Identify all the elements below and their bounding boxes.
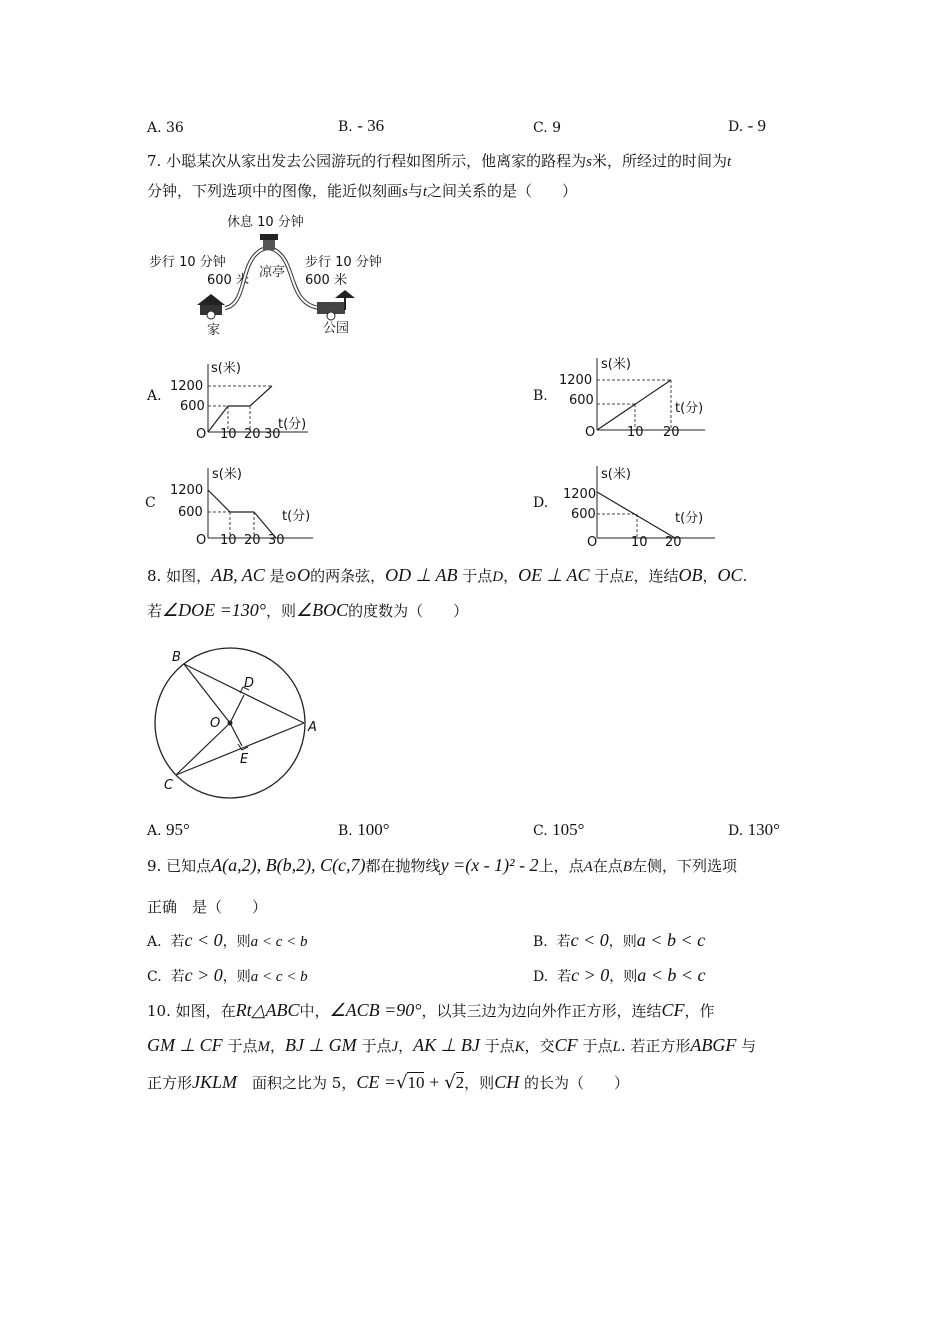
svg-text:O: O <box>196 533 207 548</box>
svg-text:O: O <box>196 427 207 440</box>
svg-text:600: 600 <box>180 399 205 414</box>
q7-trip-map <box>145 210 400 340</box>
svg-text:600: 600 <box>571 507 596 522</box>
q7-graph-d-label: D. <box>533 495 549 511</box>
svg-text:30: 30 <box>268 533 285 548</box>
q9-option-b: B. 若c < 0，则a < b < c <box>533 930 706 950</box>
svg-text:10: 10 <box>627 425 644 440</box>
q7-stem-line2: 分钟，下列选项中的图像，能近似刻画s与t之间关系的是（ ） <box>147 182 578 200</box>
q8-stem-line2: 若∠DOE =130°，则∠BOC的度数为（ ） <box>147 600 469 620</box>
svg-text:1200: 1200 <box>563 487 597 502</box>
svg-text:C: C <box>164 778 174 793</box>
q9-stem-line2: 正确 是（ ） <box>147 898 268 916</box>
q9-option-a: A. 若c < 0，则a < c < b <box>147 930 308 950</box>
svg-text:1200: 1200 <box>170 379 204 394</box>
svg-text:t(分): t(分) <box>278 417 307 432</box>
svg-text:10: 10 <box>220 427 237 440</box>
svg-text:20: 20 <box>244 427 261 440</box>
svg-text:s(米): s(米) <box>601 357 631 372</box>
svg-text:E: E <box>240 752 249 767</box>
map-walk-right: 步行 10 分钟 <box>305 255 382 270</box>
svg-text:s(米): s(米) <box>211 361 241 376</box>
q7-graph-a-label: A. <box>147 388 162 404</box>
q9-stem-line1: 9. 已知点A(a,2), B(b,2), C(c,7)都在抛物线y =(x - 1)² - 2上，点A在点B左侧，下列选项 <box>147 855 737 875</box>
q9-option-c: C. 若c > 0，则a < c < b <box>147 965 308 985</box>
svg-text:10: 10 <box>631 535 648 550</box>
q7-graph-b <box>555 352 720 440</box>
q8-option-c: C. 105° <box>533 820 585 839</box>
q8-option-a: A. 95° <box>147 820 190 839</box>
svg-text:20: 20 <box>663 425 680 440</box>
svg-text:O: O <box>210 716 221 731</box>
q8-circle-figure <box>150 645 330 805</box>
q8-stem-line1: 8. 如图，AB, AC 是⊙O的两条弦，OD ⊥ AB 于点D，OE ⊥ AC 于点E，连结OB，OC. <box>147 565 748 585</box>
q7-graph-c-label: C <box>145 495 156 511</box>
q8-option-d: D. 130° <box>728 820 780 839</box>
svg-text:t(分): t(分) <box>675 511 704 526</box>
svg-text:10: 10 <box>220 533 237 548</box>
svg-text:D: D <box>244 676 255 691</box>
svg-text:600: 600 <box>569 393 594 408</box>
q7-stem-line1: 7. 小聪某次从家出发去公园游玩的行程如图所示，他离家的路程为s米，所经过的时间为t <box>147 152 732 170</box>
q7-graph-c <box>168 462 328 548</box>
svg-text:1200: 1200 <box>559 373 593 388</box>
map-park: 公园 <box>323 321 350 336</box>
svg-text:20: 20 <box>665 535 682 550</box>
q9-option-d: D. 若c > 0，则a < b < c <box>533 965 706 985</box>
q10-stem-line2: GM ⊥ CF 于点M，BJ ⊥ GM 于点J，AK ⊥ BJ 于点K，交CF 于点L. 若正方形ABGF 与 <box>147 1035 757 1055</box>
svg-text:t(分): t(分) <box>675 401 704 416</box>
svg-text:600: 600 <box>178 505 203 520</box>
q10-stem-line3: 正方形JKLM 面积之比为 5，CE =√10 + √2，则CH 的长为（ ） <box>147 1072 629 1093</box>
map-dist-right: 600 米 <box>305 273 347 288</box>
map-dist-left: 600 米 <box>207 273 249 288</box>
map-rest-label: 休息 10 分钟 <box>227 215 304 230</box>
svg-text:t(分): t(分) <box>282 509 311 524</box>
svg-text:30: 30 <box>264 427 281 440</box>
q8-option-b: B. 100° <box>338 820 390 839</box>
q6-option-a: A. 36 <box>147 120 184 136</box>
svg-text:s(米): s(米) <box>212 467 242 482</box>
home-icon <box>197 294 225 319</box>
svg-text:O: O <box>585 425 596 440</box>
svg-text:1200: 1200 <box>170 483 204 498</box>
q7-graph-a <box>168 358 328 440</box>
svg-text:A: A <box>308 720 317 735</box>
q7-graph-b-label: B. <box>533 388 548 404</box>
park-icon <box>317 290 355 320</box>
svg-text:s(米): s(米) <box>601 467 631 482</box>
svg-text:B: B <box>172 650 181 665</box>
map-walk-left: 步行 10 分钟 <box>149 255 226 270</box>
svg-text:20: 20 <box>244 533 261 548</box>
q10-stem-line1: 10. 如图，在Rt△ABC中，∠ACB =90°，以其三边为边向外作正方形，连结CF，作 <box>147 1000 715 1020</box>
q6-option-c: C. 9 <box>533 120 562 136</box>
q7-graph-d <box>555 458 725 550</box>
svg-text:O: O <box>587 535 598 550</box>
q6-option-b: B. - 36 <box>338 116 385 135</box>
map-pavilion: 凉亭 <box>259 265 286 280</box>
q6-option-d: D. - 9 <box>728 116 767 135</box>
map-home: 家 <box>207 323 221 338</box>
